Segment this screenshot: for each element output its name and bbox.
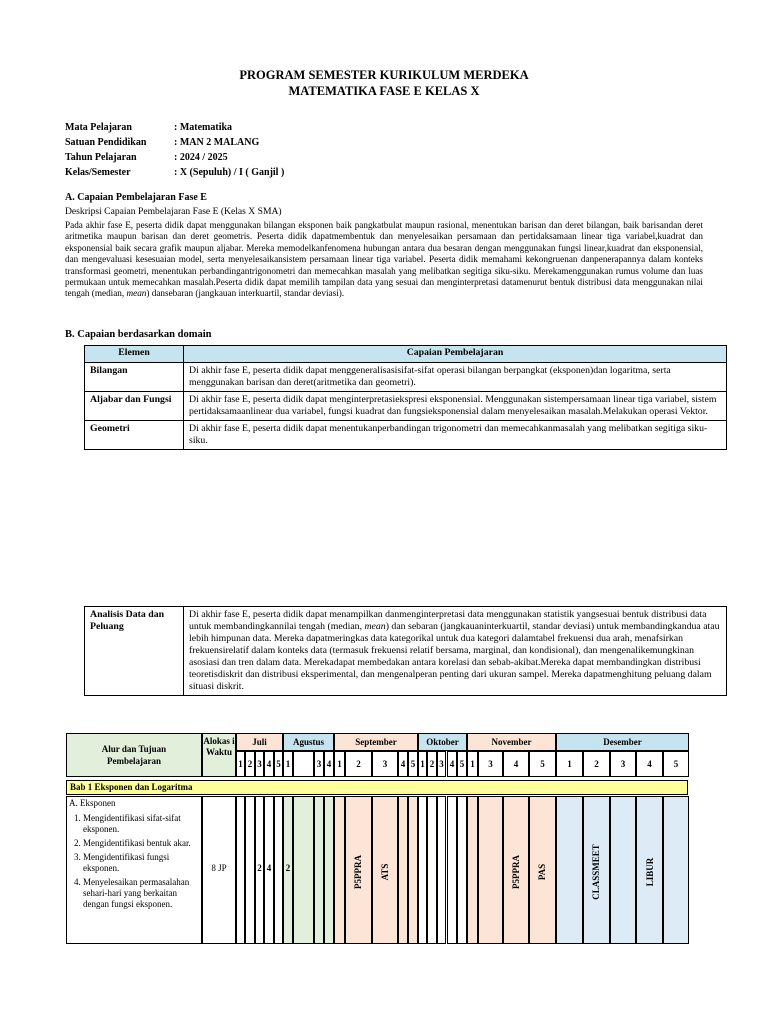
section-b-heading: B. Capaian berdasarkan domain	[65, 329, 212, 340]
week-cell	[314, 796, 324, 944]
chapter-row: Bab 1 Eksponen dan Logaritma	[66, 780, 688, 795]
month-header-november: November	[467, 733, 556, 751]
alur-header: Alur dan Tujuan Pembelajaran	[66, 733, 202, 777]
paragraph-text: Pada akhir fase E, peserta didik dapat menggunakan bilangan eksponen baik pangkatbulat maupun rasional, menentukan barisan dan deret bilangan, baik barisandan deret aritmetika maupun barisan dan deret geometris. Peserta didik dapatmembentuk dan menyelesaikan persamaan dan pertidaksamaan linear tiga variabel,kuadrat dan eksponensial baik secara grafik maupun aljabar. Mereka memodelkanfenomena hubungan antara dua besaran dengan menggunakan fungsi linear,kuadrat dan eksponensial, dan mengevaluasi kesesuaian model, serta menyelesaikansistem persamaan linear tiga variabel. Peserta didik memahami kekongruenan danpenerapannya dalam konteks transformasi geometri, menentukan perbandingantrigonometri dan memecahkan masalah yang melibatkan segitiga siku-siku. Merekamenggunakan rumus volume dan luas permukaan untuk memecahkan masalah.Peserta didik dapat memilih tampilan data yang sesuai dan menginterpretasi datamenurut bentuk distribusi data menggunakan nilai tengah (median,	[65, 220, 703, 299]
week-header	[293, 751, 314, 777]
event-label: ATS	[380, 863, 390, 881]
list-item: 4. Menyelesaikan permasalahan sehari-hari yang berkaitan dengan fungsi eksponen.	[83, 877, 203, 910]
week-header: 1	[236, 751, 245, 777]
week-cell	[457, 796, 467, 944]
week-cell	[467, 796, 478, 944]
week-header: 4	[398, 751, 408, 777]
week-header: 5	[663, 751, 689, 777]
week-header: 5	[274, 751, 283, 777]
elemen-cell: Geometri	[85, 421, 184, 450]
week-cell	[398, 796, 408, 944]
capaian-cell: Di akhir fase E, peserta didik dapat menginterpretasiekspresi eksponensial. Menggunakan sistempersamaan linear tiga variabel, sistem pertidaksamaanlinear dua variabel, fungsi kuadrat dan fungsieksponensial dalam menyelesaikan masalah.Melakukan operasi Vektor.	[184, 392, 727, 421]
week-header: 2	[345, 751, 372, 777]
week-cell	[478, 796, 503, 944]
col-capaian-header: Capaian Pembelajaran	[184, 346, 727, 363]
list-item: 3. Mengidentifikasi fungsi eksponen.	[83, 852, 203, 874]
month-header-oktober: Oktober	[418, 733, 467, 751]
document-subtitle: MATEMATIKA FASE E KELAS X	[288, 84, 480, 98]
week-header: 5	[408, 751, 418, 777]
elemen-cell: Analisis Data dan Peluang	[85, 607, 184, 696]
week-cell	[418, 796, 427, 944]
week-header: 1	[334, 751, 345, 777]
week-cell	[245, 796, 255, 944]
info-label: Satuan Pendidikan	[65, 137, 147, 148]
alokasi-header: Alokas i Waktu	[202, 733, 236, 777]
week-cell	[556, 796, 583, 944]
week-cell	[610, 796, 636, 944]
week-cell	[408, 796, 418, 944]
week-cell	[437, 796, 446, 944]
week-cell: 2	[283, 796, 293, 944]
month-header-agustus: Agustus	[283, 733, 334, 751]
alokasi-cell: 8 JP	[202, 796, 236, 944]
capaian-italic: mean	[364, 621, 386, 632]
info-value: : Matematika	[174, 122, 233, 133]
week-header: 3	[610, 751, 636, 777]
section-a-heading: A. Capaian Pembelajaran Fase E	[65, 192, 207, 203]
topic-label: A. Eksponen	[69, 798, 116, 808]
objectives-box	[66, 796, 202, 944]
week-header: 1	[418, 751, 427, 777]
week-cell: 2	[255, 796, 264, 944]
capaian-text-end: ) dan sebaran (jangkauaninterkuartil, standar deviasi) untuk membandingkandua atau lebih himpunan data. Mereka dapatmeringkas data kategorikal untuk dua kategori dalamtabel frekuensi dua arah, menafsirkan frekuensirelatif dalam konteks data (termasuk frekuensi relatif bersama, marginal, dan kondisional), dan mengenalikemungkinan asosiasi dan tren dalam data. Merekadapat membedakan antara korelasi dan sebab-akibat.Mereka dapat membandingkan distribusi teoretisdiskrit dan distribusi eksperimental, dan mengenalperan penting dari ukuran sampel. Mereka dapatmenghitung peluang dalam situasi diskrit.	[189, 621, 720, 692]
col-elemen-header: Elemen	[85, 346, 184, 363]
capaian-text: Di akhir fase E, peserta didik dapat menampilkan danmenginterpretasi data menggunakan statistik yangsesuai bentuk distribusi data untuk membandingkannilai tengah (median,	[189, 609, 707, 632]
event-label: LIBUR	[645, 857, 655, 887]
info-label: Tahun Pelajaran	[65, 152, 137, 163]
week-header: 4	[636, 751, 663, 777]
list-item: 1. Mengidentifikasi sifat-sifat eksponen.	[83, 813, 203, 835]
week-header: 4	[324, 751, 334, 777]
week-cell	[427, 796, 437, 944]
capaian-cell: Di akhir fase E, peserta didik dapat menggeneralisasisifat-sifat operasi bilangan berpangkat (eksponen)dan logaritma, serta menggunakan barisan dan deret(aritmetika dan geometri).	[184, 363, 727, 392]
month-header-desember: Desember	[556, 733, 689, 751]
month-header-september: September	[334, 733, 418, 751]
month-header-juli: Juli	[236, 733, 283, 751]
list-item: 2. Mengidentifikasi bentuk akar.	[83, 838, 203, 849]
week-cell	[293, 796, 314, 944]
info-value: : X (Sepuluh) / I ( Ganjil )	[174, 167, 285, 178]
week-header: 4	[503, 751, 529, 777]
week-header: 2	[245, 751, 255, 777]
elemen-cell: Aljabar dan Fungsi	[85, 392, 184, 421]
event-label: P5PPRA	[353, 855, 363, 889]
elemen-cell: Bilangan	[85, 363, 184, 392]
week-cell	[324, 796, 334, 944]
week-cell	[236, 796, 245, 944]
week-cell	[334, 796, 345, 944]
info-value: : 2024 / 2025	[174, 152, 228, 163]
week-cell	[447, 796, 457, 944]
info-label: Mata Pelajaran	[65, 122, 132, 133]
week-header: 1	[467, 751, 478, 777]
event-label: P5PPRA	[511, 855, 521, 889]
week-header: 1	[283, 751, 293, 777]
week-header: 3	[314, 751, 324, 777]
week-header: 3	[255, 751, 264, 777]
week-header: 3	[437, 751, 446, 777]
week-cell	[274, 796, 283, 944]
week-header: 3	[478, 751, 503, 777]
week-header: 4	[447, 751, 457, 777]
capaian-cell: Di akhir fase E, peserta didik dapat menentukanperbandingan trigonometri dan memecahkanmasalah yang melibatkan segitiga siku-siku.	[184, 421, 727, 450]
week-cell	[663, 796, 689, 944]
event-label: PAS	[537, 863, 547, 881]
week-header: 5	[457, 751, 467, 777]
document-title: PROGRAM SEMESTER KURIKULUM MERDEKA	[239, 68, 529, 82]
event-label: CLASSMEET	[591, 844, 601, 900]
section-a-subheading: Deskripsi Capaian Pembelajaran Fase E (Kelas X SMA)	[65, 206, 282, 217]
week-header: 2	[427, 751, 437, 777]
week-header: 1	[556, 751, 583, 777]
info-value: : MAN 2 MALANG	[174, 137, 260, 148]
week-header: 2	[583, 751, 610, 777]
week-header: 4	[264, 751, 274, 777]
week-header: 3	[372, 751, 398, 777]
week-header: 5	[529, 751, 556, 777]
paragraph-text-end: ) dansebaran (jangkauan interkuartil, standar deviasi).	[146, 288, 345, 299]
paragraph-italic: mean	[126, 288, 147, 299]
info-label: Kelas/Semester	[65, 167, 131, 178]
week-cell: 4	[264, 796, 274, 944]
